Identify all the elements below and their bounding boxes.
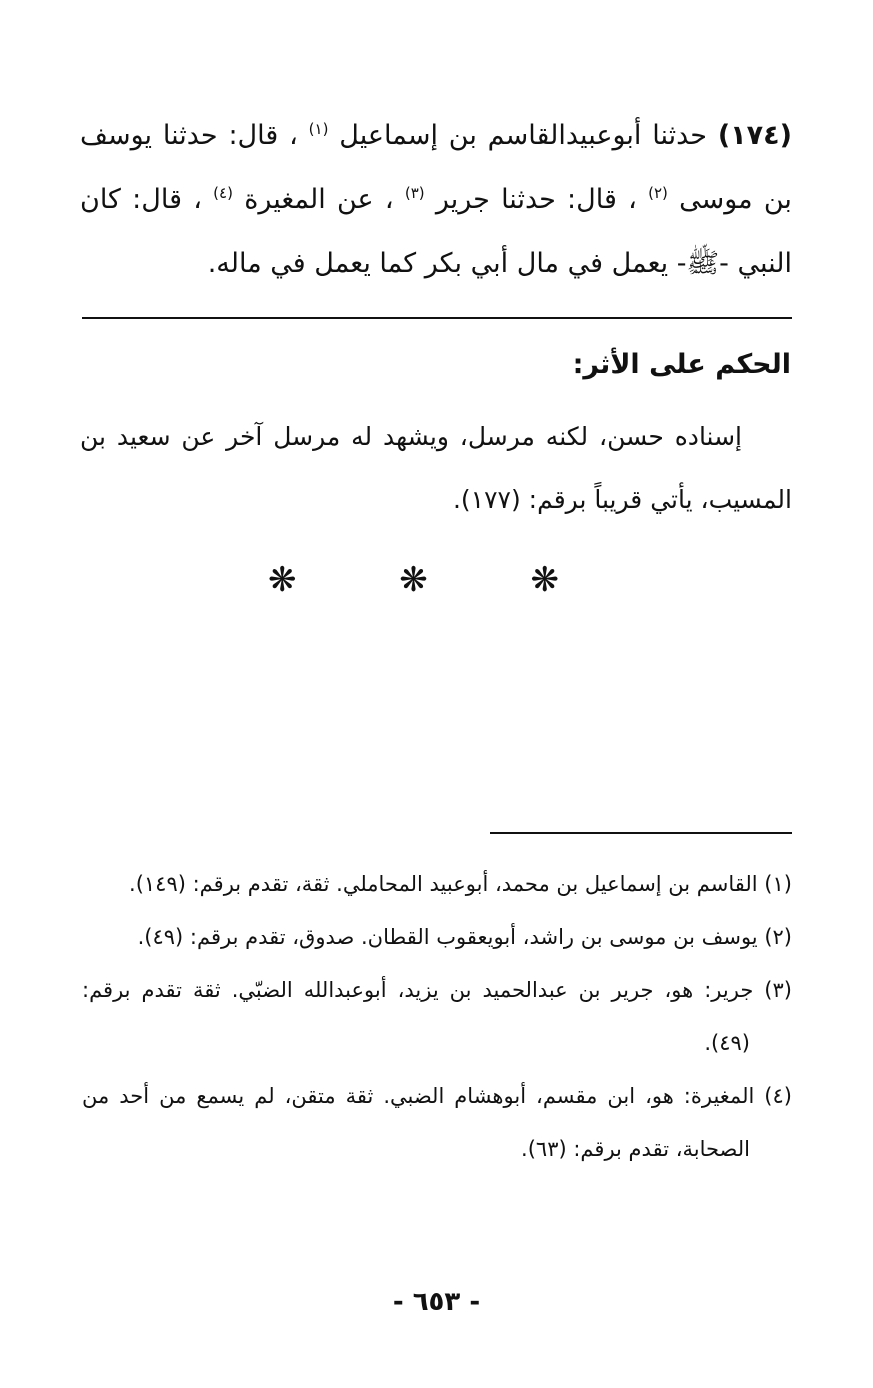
ruling-text: إسناده حسن، لكنه مرسل، ويشهد له مرسل آخر عن سعيد بن المسيب، يأتي قريباً برقم: (١٧٧). <box>80 422 792 514</box>
footnote-1: (١) القاسم بن إسماعيل بن محمد، أبوعبيد المحاملي. ثقة، تقدم برقم: (١٤٩). <box>129 872 792 896</box>
section-divider <box>82 317 792 319</box>
footnotes <box>82 858 792 1176</box>
footnote-divider <box>490 832 792 834</box>
ruling-heading: الحكم على الأثر: <box>572 349 791 380</box>
footnote-ref-4: (٤) <box>213 184 233 202</box>
hadith-chain-part-1: حدثنا أبوعبيدالقاسم بن إسماعيل <box>339 120 707 151</box>
page-number: - ٦٥٣ - <box>392 1287 481 1317</box>
footnote-ref-3: (٣) <box>404 184 425 202</box>
hadith-number: (١٧٤) <box>717 120 792 151</box>
footnote-4: (٤) المغيرة: هو، ابن مقسم، أبوهشام الضبي. ثقة متقن، لم يسمع من أحد من الصحابة، تقدم برقم: (٦٣). <box>82 1084 792 1161</box>
hadith-matn: ، قال: كان النبي -ﷺ- يعمل في مال أبي بكر كما يعمل في ماله. <box>80 184 792 279</box>
star-separator: ❋ ❋ ❋ <box>267 560 606 600</box>
hadith-chain-part-2: ، قال: حدثنا يوسف بن موسى <box>80 120 792 215</box>
footnote-2: (٢) يوسف بن موسى بن راشد، أبويعقوب القطان. صدوق، تقدم برقم: (٤٩). <box>137 925 792 949</box>
hadith-chain-part-4: ، عن المغيرة <box>244 184 394 215</box>
hadith-text <box>80 104 792 296</box>
hadith-chain-part-3: ، قال: حدثنا جرير <box>435 184 637 215</box>
footnote-ref-1: (١) <box>308 120 329 138</box>
footnote-ref-2: (٢) <box>648 184 668 202</box>
footnote-3: (٣) جرير: هو، جرير بن عبدالحميد بن يزيد، أبوعبدالله الضبّي. ثقة تقدم برقم: (٤٩). <box>82 978 792 1055</box>
